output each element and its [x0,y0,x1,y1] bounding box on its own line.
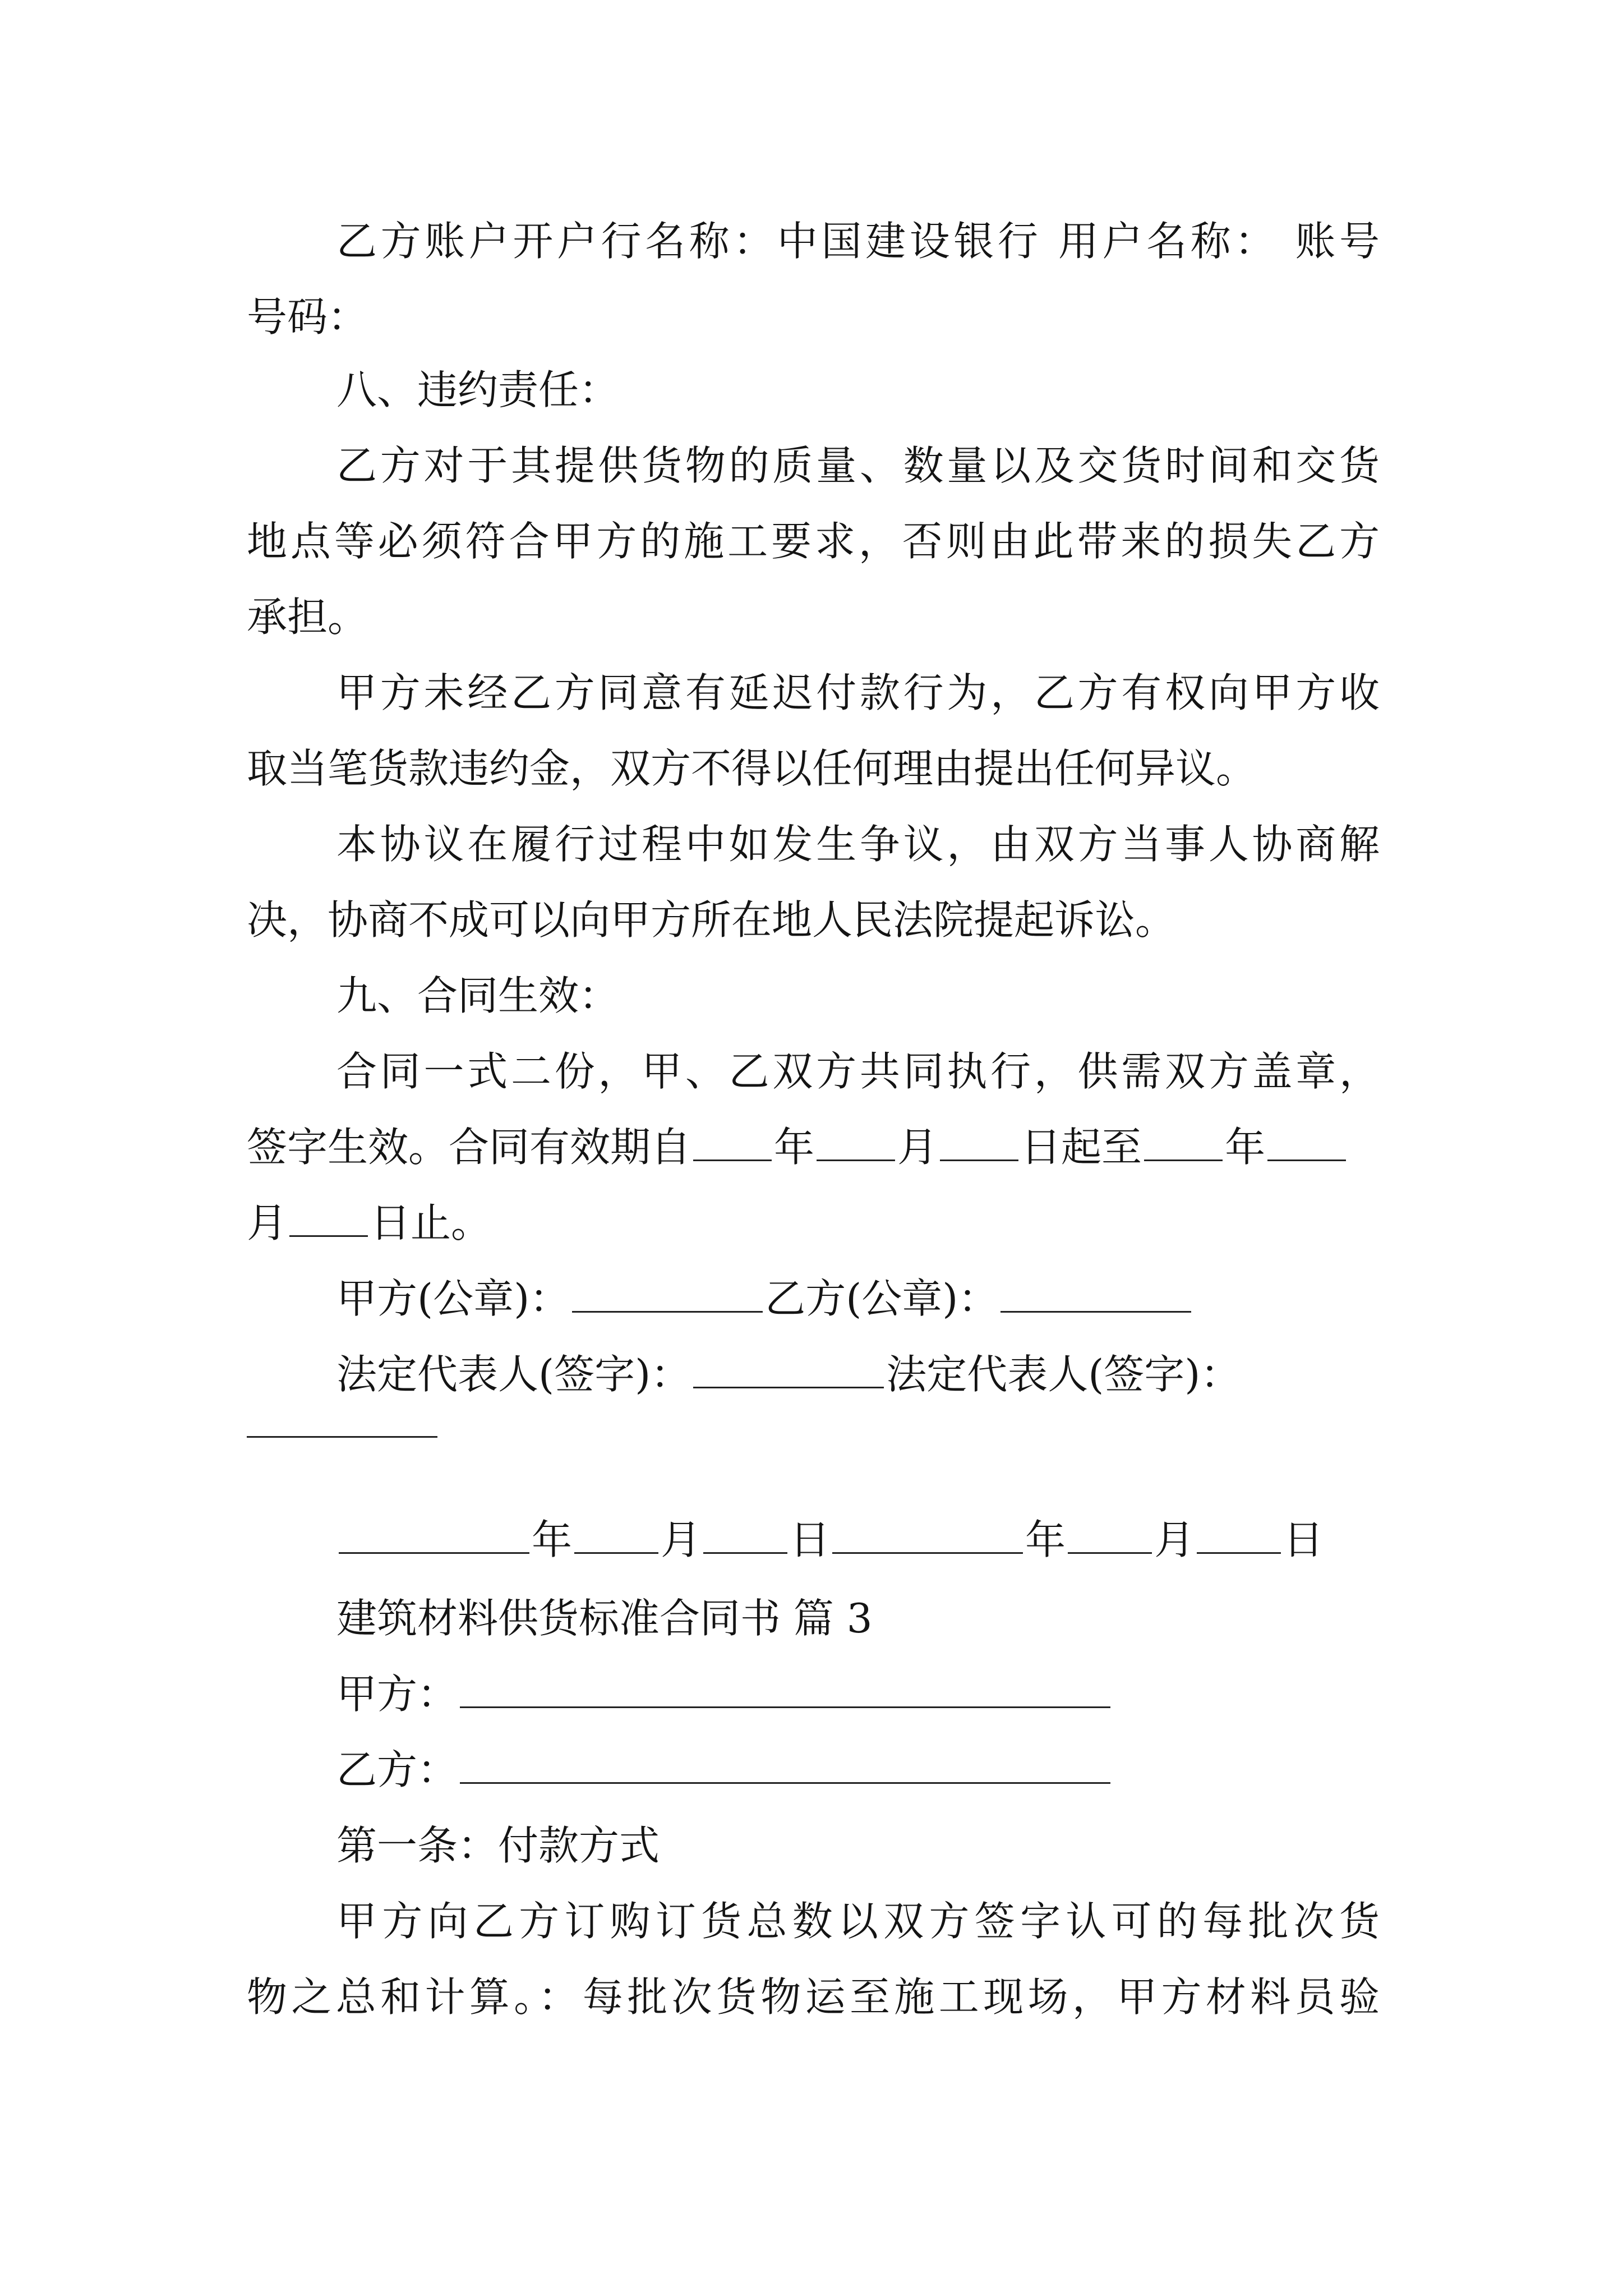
party-a-rep-label: 法定代表人(签字)： [336,1351,691,1398]
bank-account-line: 乙方账户开户行名称：中国建设银行 用户名称： 账号 [336,218,1380,265]
blank-field [339,1519,529,1554]
blank-field [817,1126,895,1161]
blank-field [1197,1519,1281,1554]
seal-line [336,1273,1193,1324]
day-start-label: 日起至 [1021,1124,1142,1171]
paragraph-line: 决，协商不成可以向甲方所在地人民法院提起诉讼。 [247,896,1176,944]
party-a-seal-label: 甲方(公章)： [336,1275,570,1322]
day-label: 日 [790,1516,831,1563]
paragraph-line: 物之总和计算。：每批次货物运至施工现场，甲方材料员验 [247,1973,1380,2021]
representative-line [336,1349,1241,1400]
blank-field [1144,1126,1223,1161]
month-label: 月 [1154,1516,1195,1563]
validity-prefix: 签字生效。合同有效期自 [247,1124,691,1171]
blank-field [572,1277,763,1313]
paragraph-line: 乙方对于其提供货物的质量、数量以及交货时间和交货 [336,442,1380,489]
blank-field [460,1673,1110,1708]
blank-field [1068,1519,1152,1554]
year-label: 年 [1225,1124,1266,1171]
paragraph-line: 甲方向乙方订购订货总数以双方签字认可的每批次货 [336,1898,1380,1945]
validity-line [247,1122,1348,1172]
blank-field [703,1519,787,1554]
date-line [336,1515,1324,1565]
month-label: 月 [897,1124,938,1171]
blank-field [1267,1126,1346,1161]
article-1-heading: 第一条：付款方式 [336,1822,660,1869]
party-a-line [336,1669,1113,1719]
blank-field [940,1126,1018,1161]
blank-field [289,1202,368,1237]
year-label: 年 [1025,1516,1066,1563]
blank-field [247,1436,437,1438]
blank-field [460,1749,1110,1784]
day-label: 日 [1283,1516,1324,1563]
blank-field [574,1519,658,1554]
paragraph-line: 甲方未经乙方同意有延迟付款行为，乙方有权向甲方收 [336,669,1380,716]
blank-field [693,1126,772,1161]
section-heading-effect: 九、合同生效： [336,972,620,1019]
party-b-line [336,1745,1113,1795]
month-label: 月 [247,1199,288,1246]
party-b-rep-label: 法定代表人(签字)： [886,1351,1241,1398]
section3-title: 建筑材料供货标准合同书 篇 3 [336,1595,873,1642]
section-heading-liability: 八、违约责任： [336,366,620,413]
party-b-label: 乙方： [336,1746,458,1793]
paragraph-line: 承担。 [247,593,368,641]
year-label: 年 [532,1516,573,1563]
party-a-label: 甲方： [336,1671,458,1718]
month-label: 月 [661,1516,702,1563]
blank-field [693,1353,884,1388]
blank-field [832,1519,1023,1554]
blank-field [1000,1277,1191,1313]
validity-line-cont [247,1198,491,1248]
party-b-seal-label: 乙方(公章)： [765,1275,999,1322]
year-label: 年 [774,1124,815,1171]
paragraph-line: 合同一式二份，甲、乙双方共同执行，供需双方盖章， [336,1048,1380,1095]
paragraph-line: 地点等必须符合甲方的施工要求，否则由此带来的损失乙方 [247,518,1380,565]
paragraph-line: 取当笔货款违约金，双方不得以任何理由提出任何异议。 [247,745,1257,792]
day-end-label: 日止。 [370,1199,492,1246]
account-number-label: 号码： [247,293,368,341]
paragraph-line: 本协议在履行过程中如发生争议，由双方当事人协商解 [336,821,1380,868]
